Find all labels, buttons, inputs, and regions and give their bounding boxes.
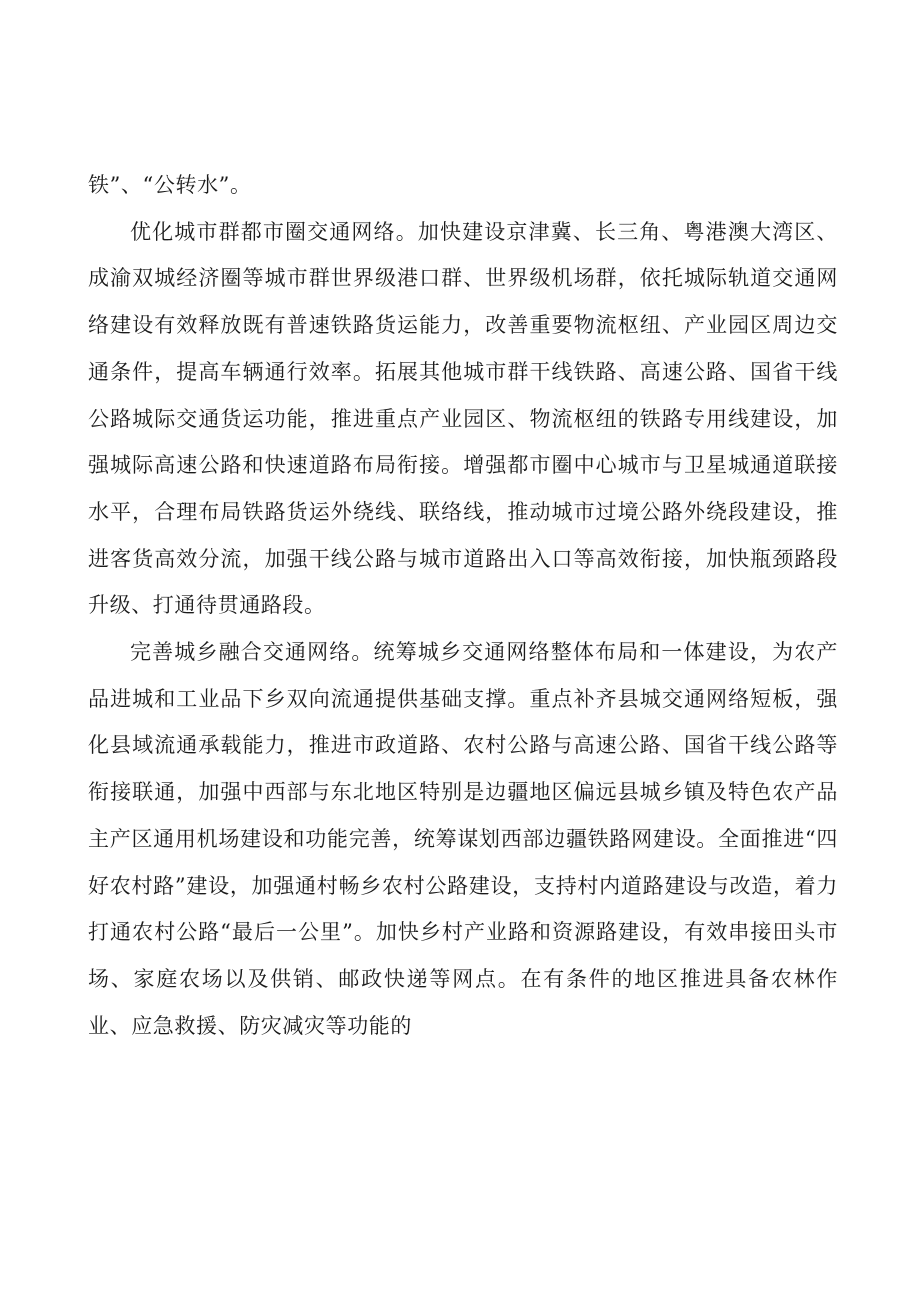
paragraph-urban-rural-network: 完善城乡融合交通网络。统筹城乡交通网络整体布局和一体建设，为农产品进城和工业品下乡双向流通提供基础支撑。重点补齐县城交通网络短板，强化县域流通承载能力，推进市政道路、农村公路与高速公路、国省干线公路等衔接联通，加强中西部与东北地区特别是边疆地区偏远县城乡镇及特色农产品主产区通用机场建设和功能完善，统筹谋划西部边疆铁路网建设。全面推进“四好农村路”建设，加强通村畅乡农村公路建设，支持村内道路建设与改造，着力打通农村公路“最后一公里”。加快乡村产业路和资源路建设，有效串接田头市场、家庭农场以及供销、邮政快递等网点。在有条件的地区推进具备农林作业、应急救援、防灾减灾等功能的	[88, 640, 838, 1038]
paragraph-continuation: 铁”、“公转水”。	[88, 173, 252, 197]
document-body	[88, 162, 838, 1049]
paragraph-urban-cluster-network: 优化城市群都市圈交通网络。加快建设京津冀、长三角、粤港澳大湾区、成渝双城经济圈等城市群世界级港口群、世界级机场群，依托城际轨道交通网络建设有效释放既有普速铁路货运能力，改善重要物流枢纽、产业园区周边交通条件，提高车辆通行效率。拓展其他城市群干线铁路、高速公路、国省干线公路城际交通货运功能，推进重点产业园区、物流枢纽的铁路专用线建设，加强城际高速公路和快速道路布局衔接。增强都市圈中心城市与卫星城通道联接水平，合理布局铁路货运外绕线、联络线，推动城市过境公路外绕段建设，推进客货高效分流，加强干线公路与城市道路出入口等高效衔接，加快瓶颈路段升级、打通待贯通路段。	[88, 219, 838, 618]
